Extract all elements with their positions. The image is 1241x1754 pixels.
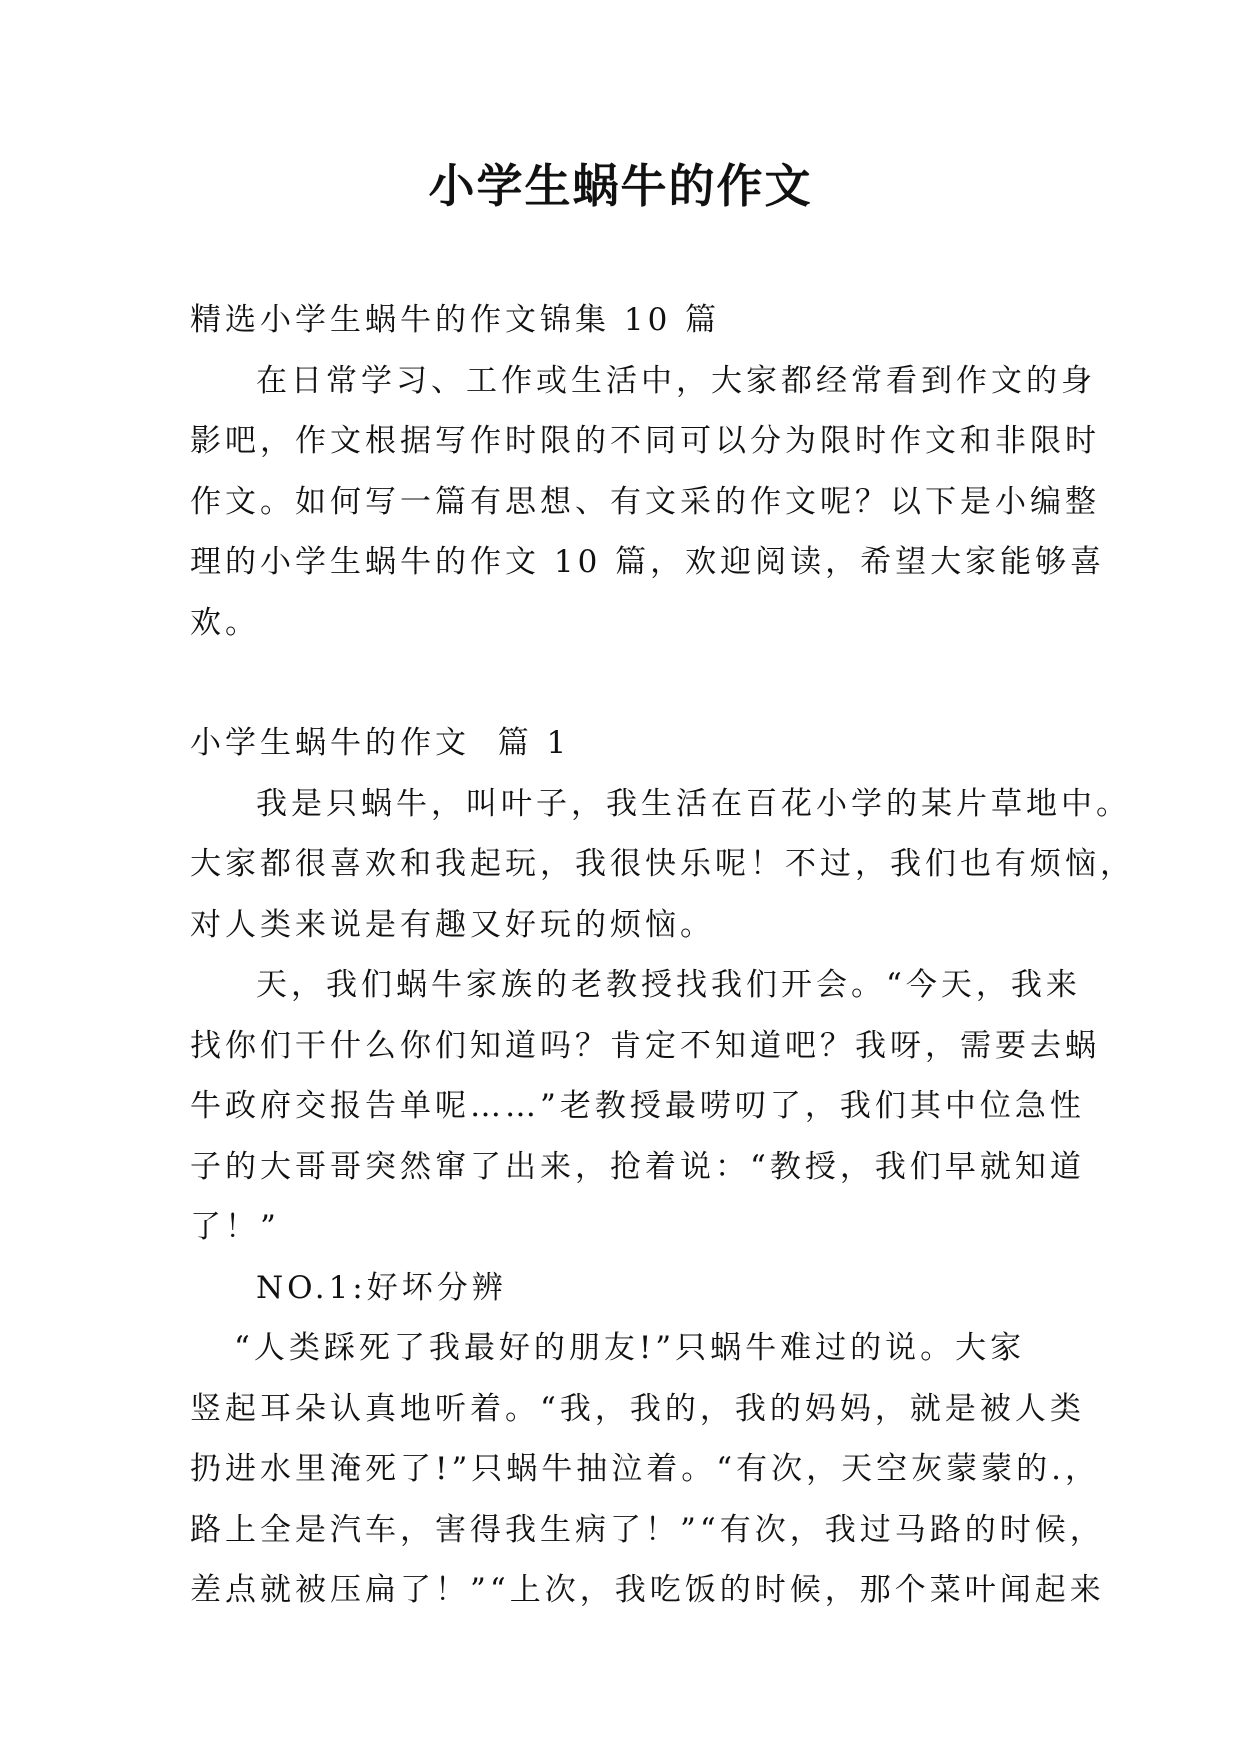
paragraph-line: 了！”	[190, 1209, 280, 1245]
paragraph-line: 路上全是汽车，害得我生病了！”“有次，我过马路的时候，	[190, 1511, 1105, 1548]
intro-line: 影吧，作文根据写作时限的不同可以分为限时作文和非限时	[190, 423, 1100, 459]
paragraph-line: 天，我们蜗牛家族的老教授找我们开会。“今天，我来	[256, 967, 1081, 1003]
document-title: 小学生蜗牛的作文	[428, 159, 813, 213]
paragraph-line: 我是只蜗牛，叫叶子，我生活在百花小学的某片草地中。	[256, 785, 1131, 822]
paragraph-line: 差点就被压扁了！”“上次，我吃饭的时候，那个菜叶闻起来	[190, 1572, 1105, 1608]
intro-line: 理的小学生蜗牛的作文 10 篇，欢迎阅读，希望大家能够喜	[190, 544, 1106, 580]
document-body	[190, 290, 1135, 1621]
paragraph-line: 扔进水里淹死了!”只蜗牛抽泣着。“有次，天空灰蒙蒙的.，	[190, 1451, 1101, 1487]
subheading: NO.1:好坏分辨	[256, 1269, 507, 1306]
paragraph-line: 对人类来说是有趣又好玩的烦恼。	[190, 906, 715, 943]
paragraph-line: 大家都很喜欢和我起玩，我很快乐呢！不过，我们也有烦恼，	[190, 846, 1135, 882]
intro-line: 作文。如何写一篇有思想、有文采的作文呢？以下是小编整	[190, 483, 1100, 520]
paragraph-line: 子的大哥哥突然窜了出来，抢着说：“教授，我们早就知道	[190, 1148, 1085, 1185]
document-subtitle: 精选小学生蜗牛的作文锦集 10 篇	[190, 302, 721, 338]
paragraph-1	[190, 774, 1135, 956]
paragraph-line: 竖起耳朵认真地听着。“我，我的，我的妈妈，就是被人类	[190, 1390, 1085, 1427]
paragraph-line: 牛政府交报告单呢……”老教授最唠叨了，我们其中位急性	[190, 1088, 1085, 1124]
section-heading: 小学生蜗牛的作文 篇 1	[190, 725, 571, 761]
paragraph-line: 找你们干什么你们知道吗？肯定不知道吧？我呀，需要去蜗	[190, 1027, 1100, 1064]
intro-paragraph	[190, 351, 1106, 654]
section-spacer	[190, 653, 1060, 713]
intro-line: 欢。	[190, 604, 260, 641]
paragraph-line: “人类踩死了我最好的朋友!”只蜗牛难过的说。大家	[234, 1330, 1026, 1366]
paragraph-3	[190, 1318, 1105, 1621]
intro-line: 在日常学习、工作或生活中，大家都经常看到作文的身	[256, 362, 1096, 399]
paragraph-2	[190, 955, 1100, 1258]
